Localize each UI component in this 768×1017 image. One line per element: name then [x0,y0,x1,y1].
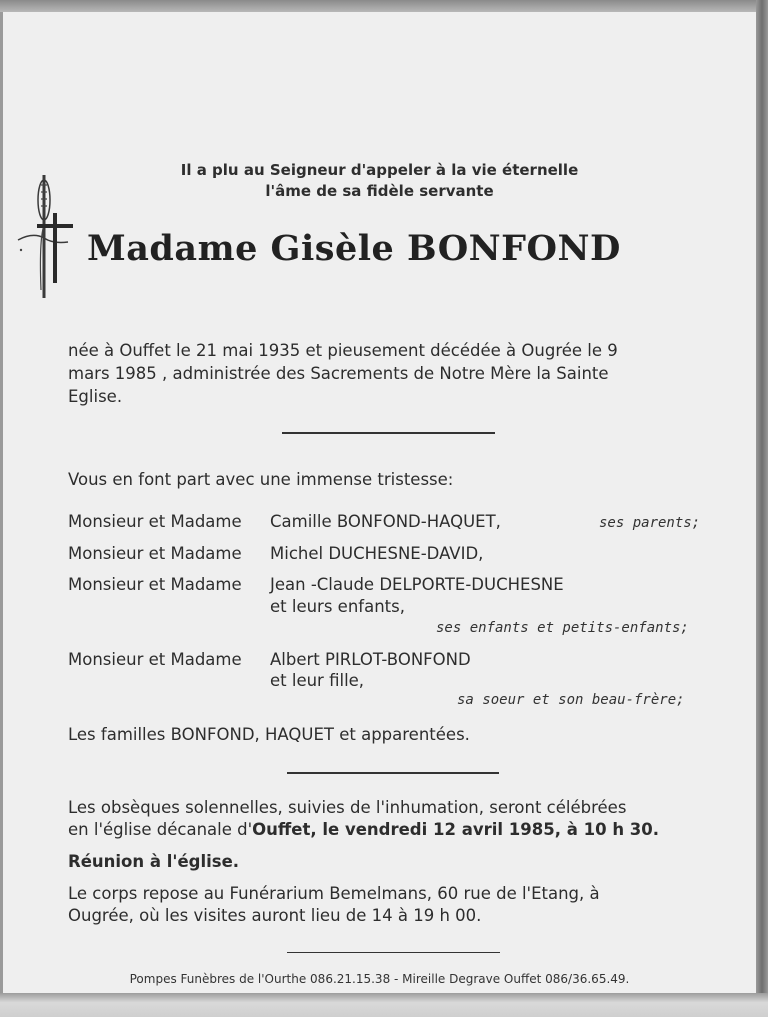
deceased-name: Madame Gisèle BONFOND [87,228,621,269]
divider [287,952,500,953]
funeral-card [3,12,756,993]
funeral-line-1: Les obsèques solennelles, suivies de l'inhumation, seront célébrées [68,798,627,817]
scan-border-right [756,0,768,1017]
meeting-note: Réunion à l'église. [68,852,240,871]
families-line: Les familles BONFOND, HAQUET et apparentées. [68,725,470,744]
family-prefix: Monsieur et Madame [68,575,242,594]
intro-line-1: Il a plu au Seigneur d'appeler à la vie éternelle [180,161,579,179]
divider [287,772,499,774]
family-prefix: Monsieur et Madame [68,650,242,669]
birth-line-2: mars 1985 , administrée des Sacrements de Notre Mère la Sainte [68,364,609,383]
family-extra: et leur fille, [270,671,365,690]
funeral-date-time: Ouffet, le vendredi 12 avril 1985, à 10 h 30. [252,820,660,839]
family-prefix: Monsieur et Madame [68,544,242,563]
rest-line-2: Ougrée, où les visites auront lieu de 14 à 19 h 00. [68,906,482,925]
family-relation: sa soeur et son beau-frère; [457,692,685,708]
scan-border-top [0,0,768,12]
family-name: Jean -Claude DELPORTE-DUCHESNE [270,575,564,594]
divider [282,432,495,434]
footer-contact: Pompes Funèbres de l'Ourthe 086.21.15.38 - Mireille Degrave Ouffet 086/36.65.49. [129,972,630,986]
family-prefix: Monsieur et Madame [68,512,242,531]
birth-line-3: Eglise. [68,387,123,406]
family-name: Camille BONFOND-HAQUET, [270,512,501,531]
announcement: Vous en font part avec une immense tristesse: [68,470,454,489]
funeral-line-2-plain: en l'église décanale d' [68,820,253,839]
scan-border-bottom [0,993,768,1017]
family-relation: ses parents; [599,515,701,531]
birth-line-1: née à Ouffet le 21 mai 1935 et pieusement décédée à Ougrée le 9 [68,341,618,360]
family-name: Albert PIRLOT-BONFOND [270,650,471,669]
family-relation: ses enfants et petits-enfants; [436,620,689,636]
rest-line-1: Le corps repose au Funérarium Bemelmans, 60 rue de l'Etang, à [68,884,600,903]
family-extra: et leurs enfants, [270,597,405,616]
funeral-line-2 [68,820,659,839]
family-name: Michel DUCHESNE-DAVID, [270,544,484,563]
intro-line-2: l'âme de sa fidèle servante [265,182,494,200]
